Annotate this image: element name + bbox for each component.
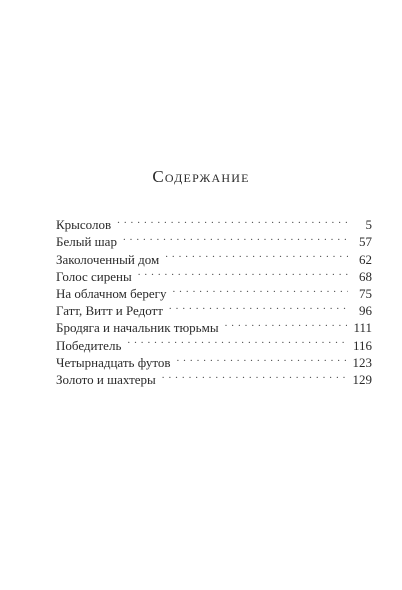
page-title: Содержание [152, 167, 250, 186]
toc-entry-title: Бродяга и начальник тюрьмы [56, 320, 219, 336]
dot-leader [162, 367, 347, 384]
toc-entry-page: 68 [359, 268, 372, 284]
toc-entry-title: Голос сирены [56, 268, 132, 284]
dot-leader [176, 350, 346, 367]
toc-entry-title: Белый шар [56, 234, 117, 250]
toc-entry-title: На облачном берегу [56, 285, 167, 301]
toc-entry-page: 111 [353, 320, 372, 336]
table-of-contents [56, 212, 372, 387]
toc-entry-title: Золото и шахтеры [56, 371, 156, 387]
toc-entry-page: 75 [359, 285, 372, 301]
toc-entry-page: 57 [359, 234, 372, 250]
dot-leader [127, 332, 347, 349]
toc-entry [56, 212, 372, 233]
dot-leader [117, 212, 348, 229]
toc-entry-title: Заколоченный дом [56, 251, 160, 267]
toc-entry-page: 5 [365, 217, 372, 233]
toc-entry-page: 116 [352, 337, 372, 353]
toc-entry-title: Четырнадцать футов [56, 354, 171, 370]
toc-entry-page: 62 [359, 251, 372, 267]
toc-entry-title: Гатт, Витт и Редотт [56, 303, 163, 319]
toc-entry-page: 129 [352, 371, 372, 387]
dot-leader [225, 315, 348, 332]
dot-leader [138, 264, 348, 281]
dot-leader [172, 281, 348, 298]
toc-entry-title: Победитель [56, 337, 122, 353]
dot-leader [169, 298, 348, 315]
dot-leader [123, 229, 348, 246]
toc-entry-page: 123 [352, 354, 372, 370]
dot-leader [165, 246, 348, 263]
toc-entry-page: 96 [359, 303, 372, 319]
toc-entry-title: Крысолов [56, 217, 112, 233]
